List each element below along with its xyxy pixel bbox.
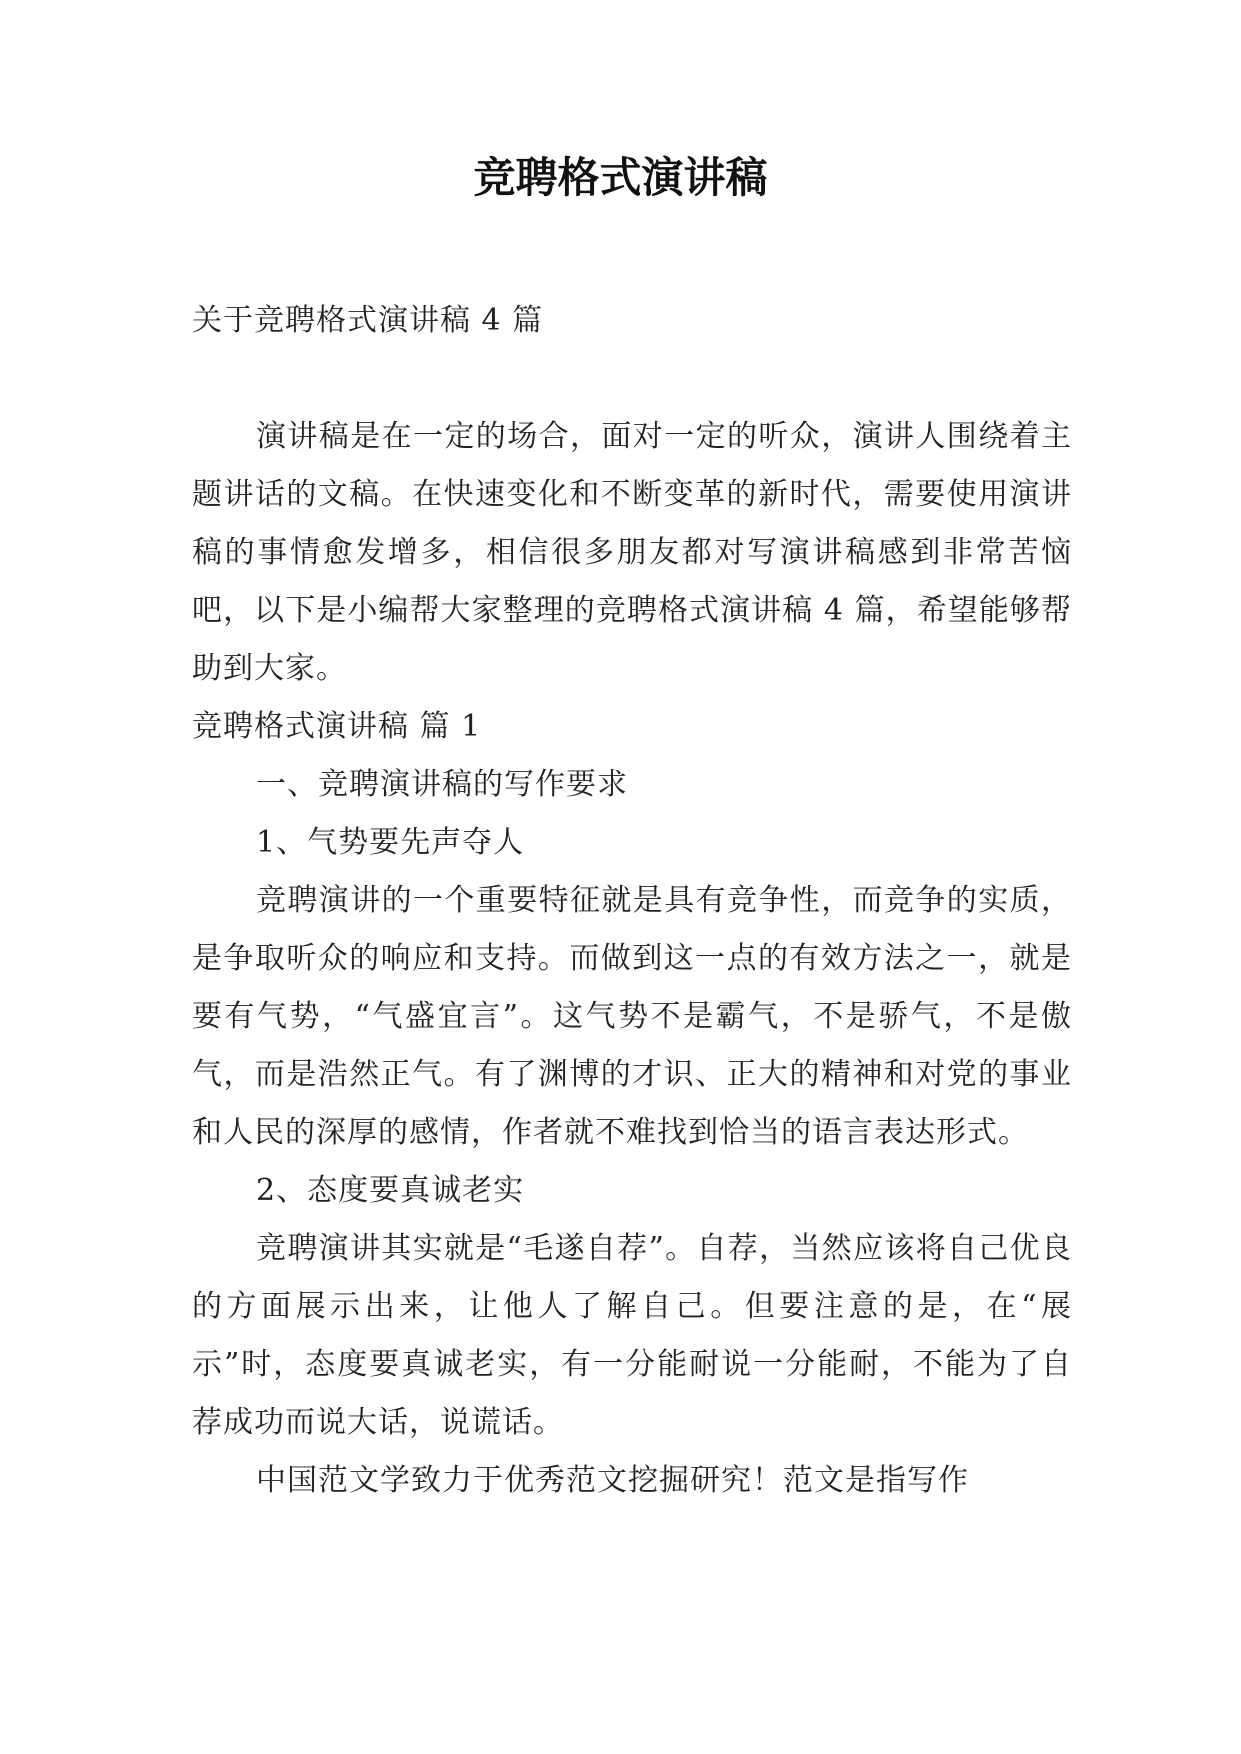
point-1-paragraph: 竞聘演讲的一个重要特征就是具有竞争性，而竞争的实质，是争取听众的响应和支持。而做到这一点的有效方法之一，就是要有气势，“气盛宜言”。这气势不是霸气，不是骄气，不是傲气，而是浩然正气。有了渊博的才识、正大的精神和对党的事业和人民的深厚的感情，作者就不难找到恰当的语言表达形式。: [192, 883, 1072, 1150]
document-body: [192, 292, 1072, 1510]
point-1-title: 1、气势要先声夺人: [256, 825, 525, 860]
point-2-paragraph: 竞聘演讲其实就是“毛遂自荐”。自荐，当然应该将自己优良的方面展示出来，让他人了解自己。但要注意的是，在“展示”时，态度要真诚老实，有一分能耐说一分能耐，不能为了自荐成功而说大话，说谎话。: [192, 1231, 1072, 1440]
intro-paragraph: 演讲稿是在一定的场合，面对一定的听众，演讲人围绕着主题讲话的文稿。在快速变化和不断变革的新时代，需要使用演讲稿的事情愈发增多，相信很多朋友都对写演讲稿感到非常苦恼吧，以下是小编帮大家整理的竞聘格式演讲稿 4 篇，希望能够帮助到大家。: [192, 419, 1072, 686]
closing-paragraph: 中国范文学致力于优秀范文挖掘研究！范文是指写作: [256, 1463, 969, 1498]
requirements-heading: 一、竞聘演讲稿的写作要求: [256, 767, 628, 802]
document-subtitle: 关于竞聘格式演讲稿 4 篇: [192, 303, 544, 338]
point-2-title: 2、态度要真诚老实: [256, 1173, 525, 1208]
document-title: 竞聘格式演讲稿: [473, 153, 768, 202]
section-heading: 竞聘格式演讲稿 篇 1: [192, 709, 482, 744]
